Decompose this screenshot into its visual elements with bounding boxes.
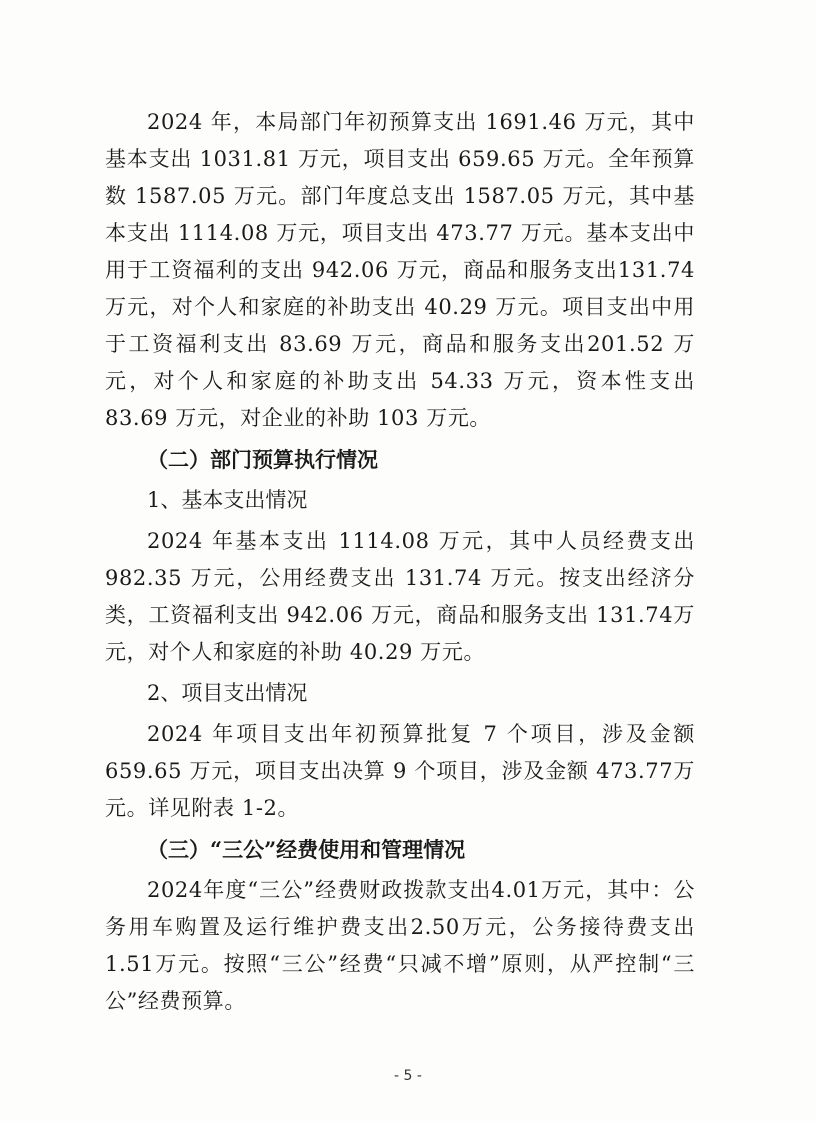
subheading-project-expenditure: 2、项目支出情况 — [147, 681, 308, 705]
subheading-basic-expenditure: 1、基本支出情况 — [147, 488, 308, 512]
page-number: - 5 - — [394, 1068, 422, 1084]
paragraph-basic-expenditure: 2024 年基本支出 1114.08 万元，其中人员经费支出982.35 万元，公用经费支出 131.74 万元。按支出经济分类，工资福利支出 942.06 万元，商品和服务支出 131.74万元，对个人和家庭的补助 40.29 万元。 — [105, 529, 695, 664]
paragraph-project-expenditure: 2024 年项目支出年初预算批复 7 个项目，涉及金额659.65 万元，项目支出决算 9 个项目，涉及金额 473.77万元。详见附表 1-2。 — [105, 722, 695, 820]
section-heading-three-public-expenses: （三）“三公”经费使用和管理情况 — [147, 837, 466, 862]
paragraph-three-public-expenses: 2024年度“三公”经费财政拨款支出4.01万元，其中：公务用车购置及运行维护费支出2.50万元，公务接待费支出1.51万元。按照“三公”经费“只减不增”原则，从严控制“三公”经费预算。 — [105, 878, 695, 1013]
paragraph-budget-summary: 2024 年，本局部门年初预算支出 1691.46 万元，其中基本支出 1031.81 万元，项目支出 659.65 万元。全年预算数 1587.05 万元。部门年度总支出 1587.05 万元，其中基本支出 1114.08 万元，项目支出 473.77 万元。基本支出中用于工资福利的支出 942.06 万元，商品和服务支出131.74 万元，对个人和家庭的补助支出 40.29 万元。项目支出中用于工资福利支出 83.69 万元，商品和服务支出201.52 万元，对个人和家庭的补助支出 54.33 万元，资本性支出 83.69 万元，对企业的补助 103 万元。 — [105, 110, 695, 430]
document-body — [105, 104, 695, 1020]
section-heading-budget-execution: （二）部门预算执行情况 — [147, 447, 378, 472]
